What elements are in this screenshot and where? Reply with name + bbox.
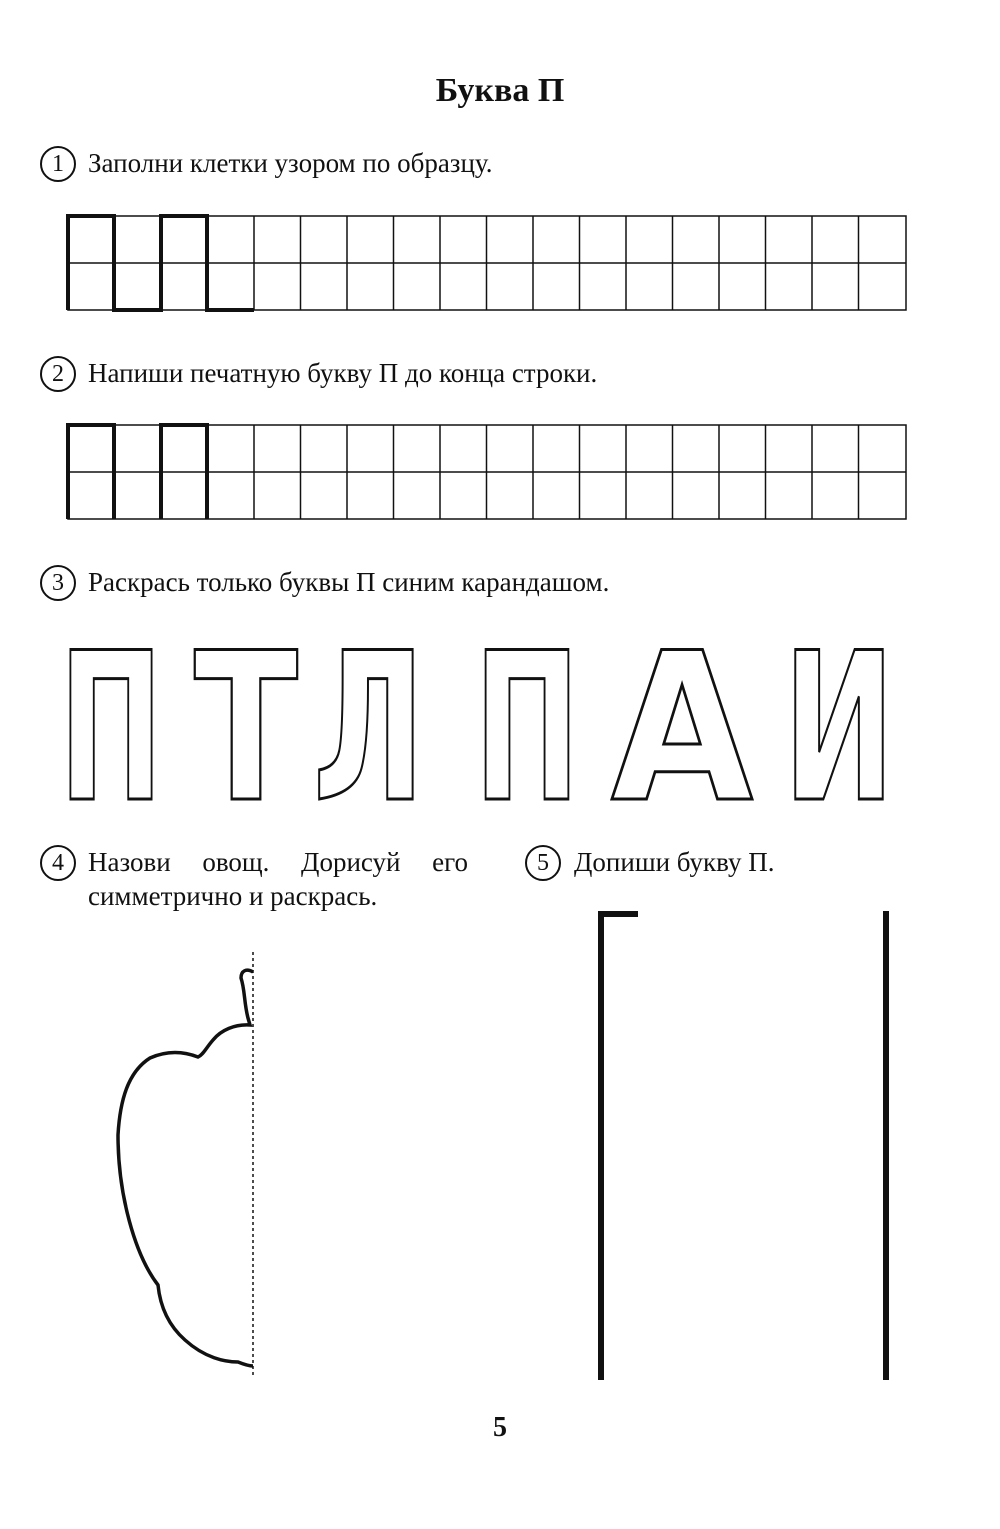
task-5-number: 5 <box>525 845 561 881</box>
task-5-text: Допиши букву П. <box>574 847 775 877</box>
page-title: Буква П <box>435 72 565 109</box>
task-2-text: Напиши печатную букву П до конца строки. <box>88 358 598 388</box>
task-3-number: 3 <box>40 565 76 601</box>
outline-letters[interactable] <box>59 610 895 848</box>
page-number: 5 <box>493 1412 507 1443</box>
pattern-grid[interactable] <box>68 216 906 310</box>
letter-p-to-complete[interactable] <box>601 911 886 1380</box>
outline-letter[interactable]: Т <box>194 610 298 848</box>
task-4-line-1: Назови овощ. Дорисуй его <box>88 847 468 877</box>
pepper-outline[interactable] <box>118 970 253 1366</box>
letter-writing-grid[interactable] <box>68 425 906 519</box>
outline-letter[interactable]: П <box>474 610 580 848</box>
outline-letter[interactable]: П <box>59 610 163 848</box>
task-3-text: Раскрась только буквы П синим карандашом. <box>88 567 610 597</box>
task-4-number: 4 <box>40 845 76 881</box>
task-4-line-2: симметрично и раскрась. <box>88 881 378 911</box>
task-2-number: 2 <box>40 356 76 392</box>
outline-letter[interactable]: А <box>611 610 753 848</box>
task-1-number: 1 <box>40 146 76 182</box>
task-1-text: Заполни клетки узором по образцу. <box>88 148 493 178</box>
outline-letter[interactable]: Л <box>313 610 425 848</box>
outline-letter[interactable]: И <box>783 610 895 848</box>
